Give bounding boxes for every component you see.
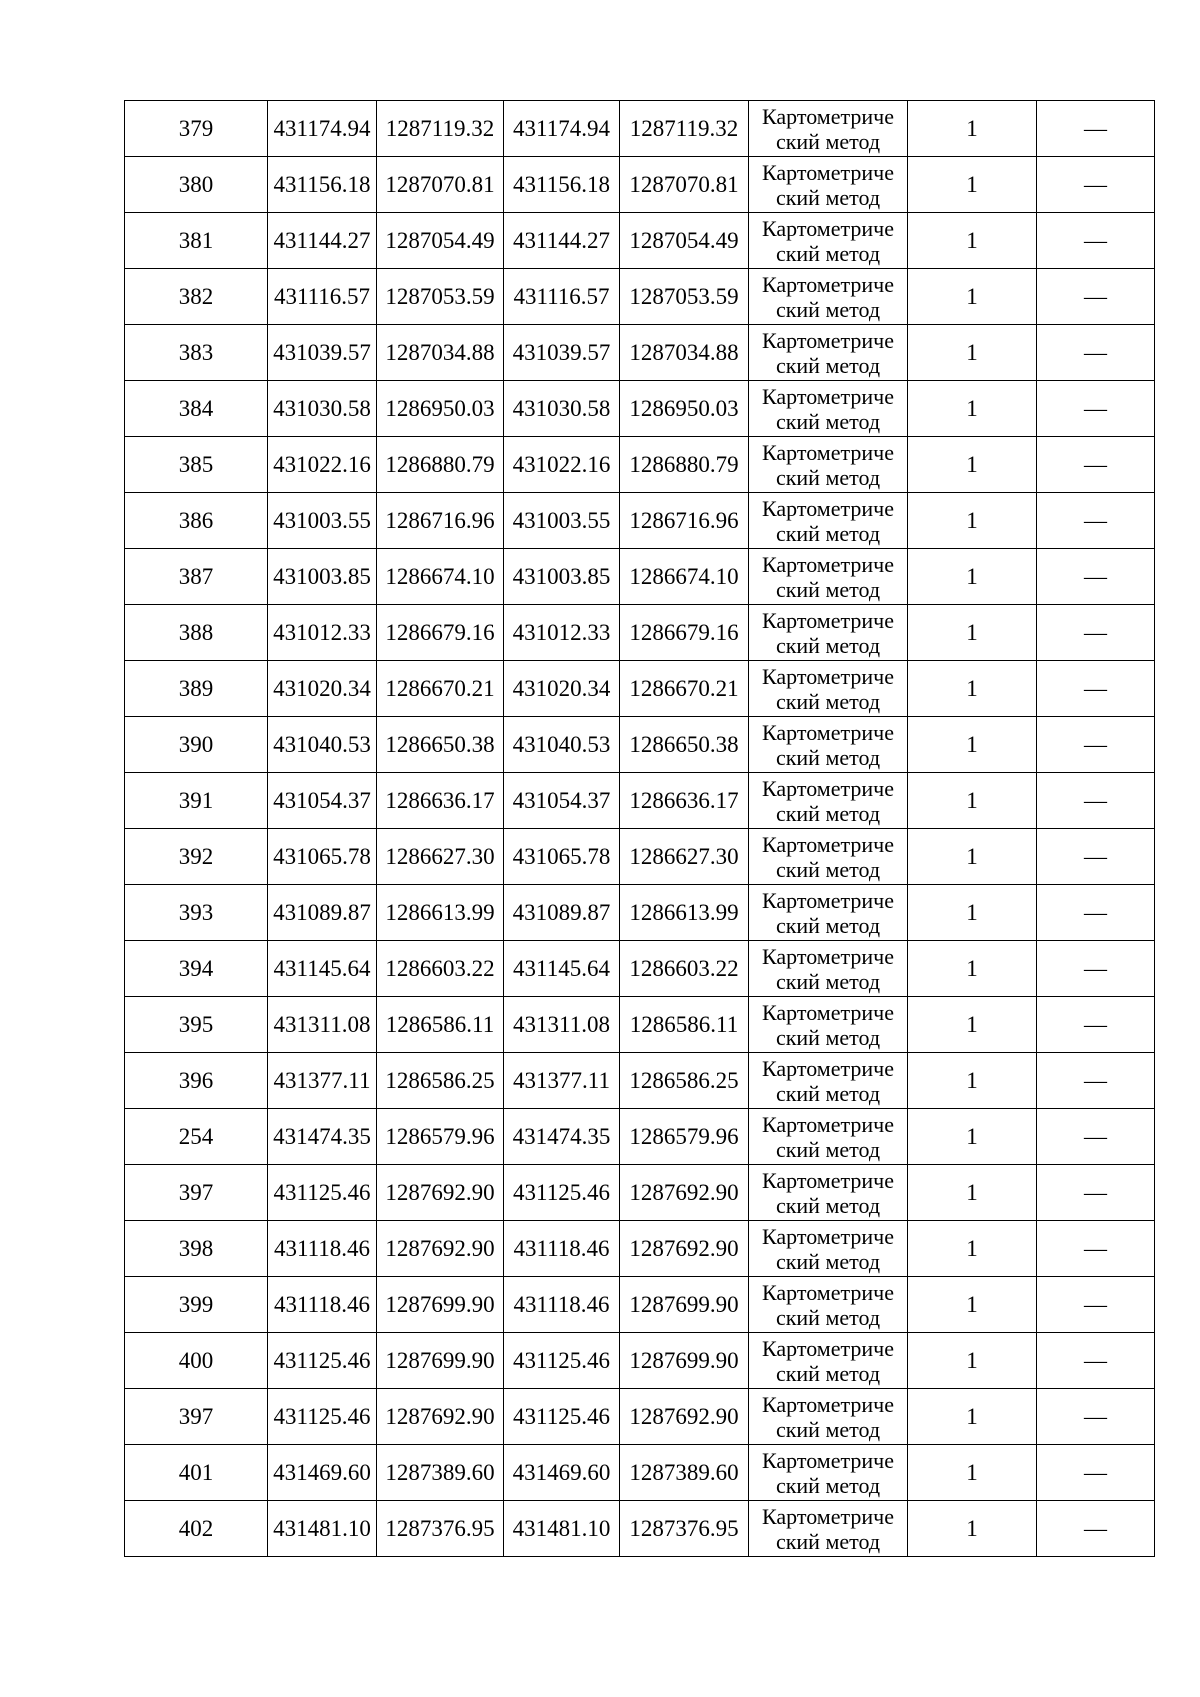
method-text-line-1: Картометриче	[762, 1223, 894, 1249]
note-cell: —	[1037, 1445, 1155, 1501]
point-number-cell: 392	[125, 829, 268, 885]
method-text-line-2: ский метод	[775, 1024, 881, 1050]
method-text-line-2: ский метод	[775, 632, 881, 658]
existing-x-cell: 431156.18	[268, 157, 377, 213]
table-row	[125, 1221, 1155, 1277]
refined-x-cell: 431040.53	[504, 717, 620, 773]
refined-y-cell: 1287692.90	[620, 1389, 749, 1445]
table-row	[125, 549, 1155, 605]
existing-y-cell: 1286579.96	[377, 1109, 504, 1165]
method-cell	[749, 325, 908, 381]
method-text-line-2: ский метод	[775, 408, 881, 434]
note-cell: —	[1037, 885, 1155, 941]
point-number-cell: 381	[125, 213, 268, 269]
method-text-line-2: ский метод	[775, 912, 881, 938]
method-cell	[749, 493, 908, 549]
note-cell: —	[1037, 269, 1155, 325]
point-number-cell: 399	[125, 1277, 268, 1333]
table-row	[125, 717, 1155, 773]
refined-y-cell: 1286579.96	[620, 1109, 749, 1165]
method-text-line-2: ский метод	[775, 800, 881, 826]
refined-x-cell: 431020.34	[504, 661, 620, 717]
accuracy-cell: 1	[908, 1165, 1037, 1221]
method-text-line-1: Картометриче	[762, 719, 894, 745]
point-number-cell: 398	[125, 1221, 268, 1277]
table-row	[125, 829, 1155, 885]
refined-x-cell: 431118.46	[504, 1277, 620, 1333]
method-text-line-2: ский метод	[775, 352, 881, 378]
refined-y-cell: 1286880.79	[620, 437, 749, 493]
accuracy-cell: 1	[908, 941, 1037, 997]
refined-y-cell: 1287692.90	[620, 1165, 749, 1221]
table-row	[125, 213, 1155, 269]
refined-x-cell: 431118.46	[504, 1221, 620, 1277]
method-text-line-2: ский метод	[775, 744, 881, 770]
method-cell	[749, 381, 908, 437]
method-cell	[749, 213, 908, 269]
method-text-line-1: Картометриче	[762, 1447, 894, 1473]
table-row	[125, 1277, 1155, 1333]
refined-x-cell: 431089.87	[504, 885, 620, 941]
refined-x-cell: 431003.55	[504, 493, 620, 549]
method-cell	[749, 1389, 908, 1445]
refined-y-cell: 1287070.81	[620, 157, 749, 213]
existing-y-cell: 1286627.30	[377, 829, 504, 885]
existing-y-cell: 1287376.95	[377, 1501, 504, 1557]
note-cell: —	[1037, 1333, 1155, 1389]
refined-y-cell: 1286670.21	[620, 661, 749, 717]
method-cell	[749, 661, 908, 717]
existing-y-cell: 1286950.03	[377, 381, 504, 437]
refined-x-cell: 431481.10	[504, 1501, 620, 1557]
refined-y-cell: 1287053.59	[620, 269, 749, 325]
point-number-cell: 379	[125, 101, 268, 157]
refined-x-cell: 431377.11	[504, 1053, 620, 1109]
table-row	[125, 325, 1155, 381]
refined-y-cell: 1287389.60	[620, 1445, 749, 1501]
existing-x-cell: 431118.46	[268, 1277, 377, 1333]
point-number-cell: 395	[125, 997, 268, 1053]
table-row	[125, 437, 1155, 493]
method-text-line-1: Картометриче	[762, 159, 894, 185]
note-cell: —	[1037, 1165, 1155, 1221]
existing-x-cell: 431469.60	[268, 1445, 377, 1501]
existing-x-cell: 431116.57	[268, 269, 377, 325]
method-text-line-1: Картометриче	[762, 439, 894, 465]
refined-y-cell: 1286636.17	[620, 773, 749, 829]
existing-x-cell: 431054.37	[268, 773, 377, 829]
existing-x-cell: 431125.46	[268, 1389, 377, 1445]
refined-x-cell: 431116.57	[504, 269, 620, 325]
existing-y-cell: 1286670.21	[377, 661, 504, 717]
refined-y-cell: 1286716.96	[620, 493, 749, 549]
existing-y-cell: 1286880.79	[377, 437, 504, 493]
existing-y-cell: 1286716.96	[377, 493, 504, 549]
method-text-line-1: Картометриче	[762, 215, 894, 241]
method-text-line-2: ский метод	[775, 1248, 881, 1274]
accuracy-cell: 1	[908, 549, 1037, 605]
point-number-cell: 397	[125, 1165, 268, 1221]
note-cell: —	[1037, 1053, 1155, 1109]
refined-x-cell: 431065.78	[504, 829, 620, 885]
method-cell	[749, 437, 908, 493]
table-row	[125, 157, 1155, 213]
accuracy-cell: 1	[908, 1333, 1037, 1389]
point-number-cell: 393	[125, 885, 268, 941]
method-text-line-2: ский метод	[775, 296, 881, 322]
table-row	[125, 1165, 1155, 1221]
point-number-cell: 254	[125, 1109, 268, 1165]
existing-x-cell: 431481.10	[268, 1501, 377, 1557]
method-text-line-2: ский метод	[775, 1192, 881, 1218]
existing-y-cell: 1287034.88	[377, 325, 504, 381]
method-text-line-2: ский метод	[775, 128, 881, 154]
note-cell: —	[1037, 549, 1155, 605]
existing-y-cell: 1286613.99	[377, 885, 504, 941]
method-cell	[749, 1165, 908, 1221]
method-text-line-2: ский метод	[775, 1528, 881, 1554]
existing-y-cell: 1287692.90	[377, 1165, 504, 1221]
point-number-cell: 383	[125, 325, 268, 381]
method-text-line-2: ский метод	[775, 1304, 881, 1330]
refined-y-cell: 1286679.16	[620, 605, 749, 661]
method-text-line-2: ский метод	[775, 1416, 881, 1442]
method-cell	[749, 1053, 908, 1109]
refined-x-cell: 431311.08	[504, 997, 620, 1053]
accuracy-cell: 1	[908, 1109, 1037, 1165]
method-text-line-1: Картометриче	[762, 271, 894, 297]
table-row	[125, 941, 1155, 997]
existing-x-cell: 431003.55	[268, 493, 377, 549]
refined-y-cell: 1287054.49	[620, 213, 749, 269]
refined-x-cell: 431125.46	[504, 1165, 620, 1221]
refined-y-cell: 1286950.03	[620, 381, 749, 437]
accuracy-cell: 1	[908, 269, 1037, 325]
accuracy-cell: 1	[908, 437, 1037, 493]
note-cell: —	[1037, 829, 1155, 885]
existing-x-cell: 431030.58	[268, 381, 377, 437]
method-text-line-1: Картометриче	[762, 999, 894, 1025]
existing-y-cell: 1286636.17	[377, 773, 504, 829]
existing-x-cell: 431003.85	[268, 549, 377, 605]
refined-x-cell: 431054.37	[504, 773, 620, 829]
note-cell: —	[1037, 1501, 1155, 1557]
refined-y-cell: 1286627.30	[620, 829, 749, 885]
note-cell: —	[1037, 1277, 1155, 1333]
existing-y-cell: 1287053.59	[377, 269, 504, 325]
existing-x-cell: 431474.35	[268, 1109, 377, 1165]
accuracy-cell: 1	[908, 157, 1037, 213]
method-cell	[749, 1333, 908, 1389]
method-cell	[749, 773, 908, 829]
note-cell: —	[1037, 381, 1155, 437]
table-row	[125, 381, 1155, 437]
existing-x-cell: 431022.16	[268, 437, 377, 493]
refined-x-cell: 431144.27	[504, 213, 620, 269]
accuracy-cell: 1	[908, 1501, 1037, 1557]
method-cell	[749, 157, 908, 213]
accuracy-cell: 1	[908, 1221, 1037, 1277]
method-text-line-1: Картометриче	[762, 887, 894, 913]
table-row	[125, 493, 1155, 549]
table-row	[125, 101, 1155, 157]
method-cell	[749, 605, 908, 661]
method-cell	[749, 1221, 908, 1277]
refined-y-cell: 1286586.25	[620, 1053, 749, 1109]
method-text-line-1: Картометриче	[762, 1279, 894, 1305]
method-text-line-1: Картометриче	[762, 775, 894, 801]
accuracy-cell: 1	[908, 101, 1037, 157]
method-text-line-1: Картометриче	[762, 327, 894, 353]
existing-y-cell: 1287692.90	[377, 1221, 504, 1277]
existing-x-cell: 431065.78	[268, 829, 377, 885]
refined-y-cell: 1286586.11	[620, 997, 749, 1053]
note-cell: —	[1037, 1109, 1155, 1165]
refined-x-cell: 431474.35	[504, 1109, 620, 1165]
refined-x-cell: 431174.94	[504, 101, 620, 157]
method-text-line-2: ский метод	[775, 1136, 881, 1162]
refined-x-cell: 431022.16	[504, 437, 620, 493]
method-text-line-1: Картометриче	[762, 103, 894, 129]
method-text-line-1: Картометриче	[762, 1111, 894, 1137]
note-cell: —	[1037, 213, 1155, 269]
accuracy-cell: 1	[908, 1053, 1037, 1109]
method-text-line-1: Картометриче	[762, 943, 894, 969]
existing-y-cell: 1287699.90	[377, 1277, 504, 1333]
note-cell: —	[1037, 661, 1155, 717]
note-cell: —	[1037, 157, 1155, 213]
refined-x-cell: 431125.46	[504, 1389, 620, 1445]
existing-y-cell: 1286586.25	[377, 1053, 504, 1109]
refined-x-cell: 431030.58	[504, 381, 620, 437]
method-text-line-1: Картометриче	[762, 1055, 894, 1081]
point-number-cell: 402	[125, 1501, 268, 1557]
method-text-line-2: ский метод	[775, 1080, 881, 1106]
point-number-cell: 385	[125, 437, 268, 493]
table-row	[125, 885, 1155, 941]
method-text-line-2: ский метод	[775, 520, 881, 546]
method-text-line-1: Картометриче	[762, 1503, 894, 1529]
method-text-line-2: ский метод	[775, 688, 881, 714]
point-number-cell: 384	[125, 381, 268, 437]
table-row	[125, 1389, 1155, 1445]
method-text-line-1: Картометриче	[762, 607, 894, 633]
accuracy-cell: 1	[908, 605, 1037, 661]
existing-y-cell: 1287070.81	[377, 157, 504, 213]
refined-x-cell: 431125.46	[504, 1333, 620, 1389]
refined-x-cell: 431145.64	[504, 941, 620, 997]
existing-x-cell: 431125.46	[268, 1165, 377, 1221]
method-text-line-2: ский метод	[775, 464, 881, 490]
point-number-cell: 397	[125, 1389, 268, 1445]
method-cell	[749, 885, 908, 941]
method-cell	[749, 549, 908, 605]
method-cell	[749, 101, 908, 157]
refined-x-cell: 431156.18	[504, 157, 620, 213]
note-cell: —	[1037, 437, 1155, 493]
point-number-cell: 382	[125, 269, 268, 325]
existing-x-cell: 431311.08	[268, 997, 377, 1053]
table-row	[125, 1109, 1155, 1165]
refined-x-cell: 431003.85	[504, 549, 620, 605]
accuracy-cell: 1	[908, 773, 1037, 829]
method-text-line-2: ский метод	[775, 184, 881, 210]
point-number-cell: 394	[125, 941, 268, 997]
refined-y-cell: 1286674.10	[620, 549, 749, 605]
refined-y-cell: 1287699.90	[620, 1333, 749, 1389]
point-number-cell: 380	[125, 157, 268, 213]
refined-y-cell: 1287376.95	[620, 1501, 749, 1557]
existing-y-cell: 1286679.16	[377, 605, 504, 661]
refined-y-cell: 1286613.99	[620, 885, 749, 941]
refined-y-cell: 1287699.90	[620, 1277, 749, 1333]
point-number-cell: 386	[125, 493, 268, 549]
existing-x-cell: 431118.46	[268, 1221, 377, 1277]
existing-y-cell: 1286674.10	[377, 549, 504, 605]
table-row	[125, 661, 1155, 717]
method-text-line-2: ский метод	[775, 856, 881, 882]
method-text-line-2: ский метод	[775, 1472, 881, 1498]
refined-y-cell: 1286650.38	[620, 717, 749, 773]
method-text-line-1: Картометриче	[762, 663, 894, 689]
refined-x-cell: 431012.33	[504, 605, 620, 661]
existing-x-cell: 431145.64	[268, 941, 377, 997]
method-text-line-1: Картометриче	[762, 495, 894, 521]
existing-x-cell: 431089.87	[268, 885, 377, 941]
method-cell	[749, 997, 908, 1053]
refined-y-cell: 1287034.88	[620, 325, 749, 381]
method-cell	[749, 1445, 908, 1501]
note-cell: —	[1037, 773, 1155, 829]
method-text-line-1: Картометриче	[762, 551, 894, 577]
existing-y-cell: 1286650.38	[377, 717, 504, 773]
method-cell	[749, 717, 908, 773]
existing-x-cell: 431125.46	[268, 1333, 377, 1389]
table-row	[125, 1445, 1155, 1501]
method-cell	[749, 269, 908, 325]
existing-x-cell: 431144.27	[268, 213, 377, 269]
method-text-line-2: ский метод	[775, 968, 881, 994]
note-cell: —	[1037, 493, 1155, 549]
existing-y-cell: 1287692.90	[377, 1389, 504, 1445]
note-cell: —	[1037, 717, 1155, 773]
note-cell: —	[1037, 605, 1155, 661]
accuracy-cell: 1	[908, 1445, 1037, 1501]
note-cell: —	[1037, 325, 1155, 381]
table-body	[125, 101, 1155, 1557]
note-cell: —	[1037, 101, 1155, 157]
accuracy-cell: 1	[908, 213, 1037, 269]
refined-y-cell: 1287119.32	[620, 101, 749, 157]
note-cell: —	[1037, 1221, 1155, 1277]
accuracy-cell: 1	[908, 1277, 1037, 1333]
method-text-line-1: Картометриче	[762, 1335, 894, 1361]
method-cell	[749, 941, 908, 997]
method-cell	[749, 829, 908, 885]
table-row	[125, 773, 1155, 829]
existing-y-cell: 1287054.49	[377, 213, 504, 269]
point-number-cell: 401	[125, 1445, 268, 1501]
method-text-line-2: ский метод	[775, 240, 881, 266]
point-number-cell: 391	[125, 773, 268, 829]
point-number-cell: 390	[125, 717, 268, 773]
accuracy-cell: 1	[908, 885, 1037, 941]
existing-y-cell: 1287119.32	[377, 101, 504, 157]
refined-y-cell: 1287692.90	[620, 1221, 749, 1277]
existing-y-cell: 1287389.60	[377, 1445, 504, 1501]
existing-y-cell: 1287699.90	[377, 1333, 504, 1389]
existing-x-cell: 431174.94	[268, 101, 377, 157]
table-row	[125, 1053, 1155, 1109]
accuracy-cell: 1	[908, 493, 1037, 549]
accuracy-cell: 1	[908, 997, 1037, 1053]
method-text-line-1: Картометриче	[762, 1391, 894, 1417]
table-row	[125, 269, 1155, 325]
existing-x-cell: 431377.11	[268, 1053, 377, 1109]
table-row	[125, 605, 1155, 661]
accuracy-cell: 1	[908, 829, 1037, 885]
accuracy-cell: 1	[908, 1389, 1037, 1445]
point-number-cell: 387	[125, 549, 268, 605]
point-number-cell: 396	[125, 1053, 268, 1109]
point-number-cell: 388	[125, 605, 268, 661]
existing-x-cell: 431012.33	[268, 605, 377, 661]
method-text-line-1: Картометриче	[762, 1167, 894, 1193]
refined-x-cell: 431039.57	[504, 325, 620, 381]
method-text-line-1: Картометриче	[762, 831, 894, 857]
refined-y-cell: 1286603.22	[620, 941, 749, 997]
existing-x-cell: 431020.34	[268, 661, 377, 717]
note-cell: —	[1037, 941, 1155, 997]
note-cell: —	[1037, 1389, 1155, 1445]
existing-x-cell: 431040.53	[268, 717, 377, 773]
method-cell	[749, 1277, 908, 1333]
table-row	[125, 1333, 1155, 1389]
accuracy-cell: 1	[908, 325, 1037, 381]
point-number-cell: 400	[125, 1333, 268, 1389]
existing-y-cell: 1286586.11	[377, 997, 504, 1053]
coordinates-table	[124, 100, 1155, 1557]
method-cell	[749, 1501, 908, 1557]
note-cell: —	[1037, 997, 1155, 1053]
table-row	[125, 1501, 1155, 1557]
table-row	[125, 997, 1155, 1053]
point-number-cell: 389	[125, 661, 268, 717]
method-text-line-2: ский метод	[775, 1360, 881, 1386]
method-text-line-1: Картометриче	[762, 383, 894, 409]
accuracy-cell: 1	[908, 717, 1037, 773]
existing-y-cell: 1286603.22	[377, 941, 504, 997]
refined-x-cell: 431469.60	[504, 1445, 620, 1501]
accuracy-cell: 1	[908, 381, 1037, 437]
method-cell	[749, 1109, 908, 1165]
existing-x-cell: 431039.57	[268, 325, 377, 381]
accuracy-cell: 1	[908, 661, 1037, 717]
method-text-line-2: ский метод	[775, 576, 881, 602]
